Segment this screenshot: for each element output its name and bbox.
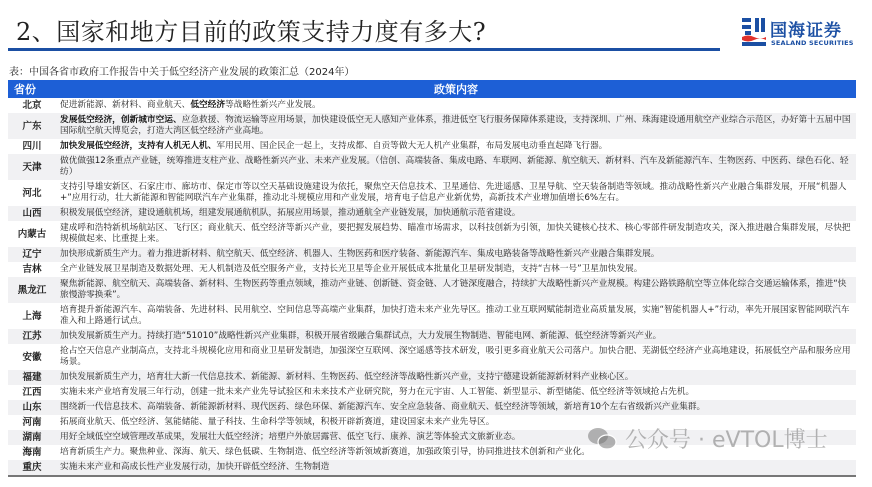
province-cell: 辽宁 [8,247,56,262]
policy-text: 军用民用、国企民企一起上，支持成都、自贡等做大无人机产业集群，布局发展电动垂直起降飞行器。 [216,141,608,151]
policy-content-cell [56,385,856,400]
highlighted-policy-text: 低空经济 [190,100,226,110]
policy-content-cell [56,344,856,370]
table-row [8,221,856,247]
province-cell: 江苏 [8,329,56,344]
policy-content-cell [56,400,856,415]
policy-text: 建成呼和浩特新机场航站区、飞行区；商业航天、低空经济等新兴产业，要把握发展趋势、瞄准市场需求，以科技创新为引领，加快关键核心技术、核心零部件研发制造攻关，深入推进融合集群发展，尽快把规模做起来、比重提上来。 [60,223,851,244]
province-cell: 广东 [8,113,56,139]
policy-text: 等战略性新兴产业发展。 [225,100,321,110]
page-title: 2、国家和地方目前的政策支持力度有多大? [16,18,487,46]
policy-table [8,80,856,477]
policy-text: 全产业链发展卫星制造及数据处理、无人机制造及低空服务产业，支持长光卫星等企业开展低成本批量化卫星研发制造，支持“吉林一号”卫星加快发展。 [60,264,643,274]
policy-text: 围绕新一代信息技术、高端装备、新能源新材料、现代医药、绿色环保、新能源汽车、安全应急装备、商业航天、低空经济等领域，新培育10个左右省级新兴产业集群。 [60,402,706,412]
province-cell: 山西 [8,206,56,221]
policy-content-cell [56,329,856,344]
province-cell: 湖南 [8,430,56,445]
policy-text: 加快形成新质生产力。着力推进新材料、航空航天、低空经济、机器人、生物医药和医疗装备、新能源汽车、集成电路装备等战略性新兴产业融合集群发展。 [60,249,660,259]
table-row [8,113,856,139]
highlighted-policy-text: 加快发展低空经济，支持有人机无人机、 [60,141,217,151]
policy-text: 支持引导雄安新区、石家庄市、廊坊市、保定市等以空天基础设施建设为依托，聚焦空天信息技术、卫星通信、先进遥感、卫星导航、空天装备制造等领域。推动战略性新兴产业融合集群发展，开展“机器人+”应用行动，壮大新能源和智能网联汽车产业集群，推动北斗规模应用和产业发展，培育电子信息产业新优势，高新技术产业增加值增长6%左右。 [60,182,847,203]
province-cell: 河北 [22,187,42,199]
table-row [8,303,856,329]
province-cell: 内蒙古 [17,228,47,240]
table-row [8,329,856,344]
policy-content-cell [56,98,856,113]
table-caption: 表：中国各省市政府工作报告中关于低空经济产业发展的政策汇总（2024年） [9,67,355,78]
policy-text: 聚焦新能源、航空航天、高端装备、新材料、生物医药等重点领域，推动产业链、创新链、资金链、人才链深度融合，持续扩大战略性新兴产业规模。构建公路铁路航空等立体化综合交通运输体系，推进“快旅慢游零换乘”。 [60,279,847,300]
province-cell: 四川 [22,141,42,152]
logo-text-cn: 国海证券 [770,21,842,41]
policy-content-cell [56,206,856,221]
policy-content-cell [56,262,856,277]
header-province: 省份 [8,80,56,98]
province-cell: 河南 [22,417,42,428]
province-cell: 福建 [8,370,56,385]
province-cell: 北京 [22,100,42,111]
table-row [8,154,856,180]
table-row [8,262,856,277]
policy-text: 应急救援、物流运输等应用场景，加快建设低空无人感知产业体系，推进低空飞行服务保障体系建设，支持深圳、广州、珠海建设通用航空产业综合示范区，办好第十五届中国国际航空航天博览会，打造大湾区低空经济产业高地。 [60,115,851,136]
table-row [8,180,856,206]
table-row [8,98,856,113]
province-cell: 黑龙江 [8,277,56,303]
table-row [8,460,856,476]
table-row [8,385,856,400]
policy-content-cell [56,180,856,206]
table-header-row [8,80,856,98]
policy-text: 抢占空天信息产业制高点，支持北斗规模化应用和商业卫星研发制造，加强深空互联网、深空遥感等技术研发，吸引更多商业航天公司落户。加快合肥、芜湖低空经济产业高地建设，拓展低空产品和服务应用场景。 [60,346,851,367]
logo-text-en: SEALAND SECURITIES [771,39,854,47]
policy-content-cell [56,221,856,247]
policy-content-cell [56,113,856,139]
sealand-logo-icon [742,18,766,48]
company-logo [742,16,864,52]
policy-text: 加快发展新质生产力，培育壮大新一代信息技术、新能源、新材料、生物医药、低空经济等战略性新兴产业，支持宁德建设新能源新材料产业核心区。 [60,372,634,382]
policy-text: 实施未来产业和高成长性产业发展行动，加快开辟低空经济、生物制造 [60,462,330,472]
policy-content-cell [56,370,856,385]
province-cell: 天津 [8,154,56,180]
table-row [8,344,856,370]
header-policy-content: 政策内容 [56,80,856,98]
policy-text: 促进新能源、新材料、商业航天、 [60,100,191,110]
province-cell: 海南 [22,447,42,458]
policy-content-cell [56,460,856,476]
province-cell: 吉林 [22,264,42,275]
table-row [8,400,856,415]
highlighted-policy-text: 发展低空经济，创新城市空运、 [60,115,182,125]
policy-content-cell [56,139,856,154]
policy-text: 培育新质生产力。聚焦种业、深海、航天、绿色低碳、生物制造、低空经济等新领域新赛道，加强政策引导，协同推进技术创新和产业化。 [60,447,590,457]
policy-text: 培育提升新能源汽车、高端装备、先进材料、民用航空、空间信息等高端产业集群，加快打造未来产业先导区。推动工业互联网赋能制造业高质量发展，实施“智能机器人+”行动，率先开展国家智能网联汽车准入和上路通行试点。 [60,305,850,326]
policy-content-cell [56,247,856,262]
title-divider [8,48,720,51]
table-row [8,206,856,221]
table-row [8,139,856,154]
province-cell: 山东 [8,400,56,415]
province-cell: 江西 [22,387,42,398]
watermark [587,423,828,454]
watermark-text: 公众号 · eVTOL博士 [625,428,828,453]
province-cell: 上海 [22,310,42,322]
policy-text: 用好全域低空空域管理改革成果，发展壮大低空经济；培塑户外旅居露营、低空飞行、康养、演艺等体验式文旅新业态。 [60,432,521,442]
table-row [8,370,856,385]
province-cell: 安徽 [22,351,42,363]
policy-content-cell [56,154,856,180]
policy-text: 拓展商业航天、低空经济、氢能储能、量子科技、生命科学等领域，积极开辟新赛道，建设国家未来产业先导区。 [60,417,495,427]
policy-text: 加快发展新质生产力。持续打造“51010”战略性新兴产业集群，积极开展省级融合集群试点，大力发展生物制造、智能电网、新能源、低空经济等新兴产业。 [60,331,662,341]
policy-text: 做优做强12条重点产业链，统筹推进支柱产业、战略性新兴产业、未来产业发展。（信创、高端装备、集成电路、车联网、新能源、航空航天、新材料、汽车及新能源汽车、生物医药、中医药、绿色石化、轻纺） [60,156,849,177]
policy-content-cell [56,303,856,329]
table-row [8,277,856,303]
province-cell: 重庆 [8,460,56,476]
policy-text: 实施未来产业培育发展三年行动，创建一批未来产业先导试验区和未来技术产业研究院，努力在元宇宙、人工智能、新型显示、新型储能、低空经济等领域抢占先机。 [60,387,695,397]
policy-text: 积极发展低空经济，建设通航机场，组建发展通航机队，拓展应用场景，推动通航全产业链发展，加快通航示范省建设。 [60,208,521,218]
policy-content-cell [56,277,856,303]
table-body [8,98,856,476]
wechat-icon [587,427,617,451]
table-row [8,247,856,262]
